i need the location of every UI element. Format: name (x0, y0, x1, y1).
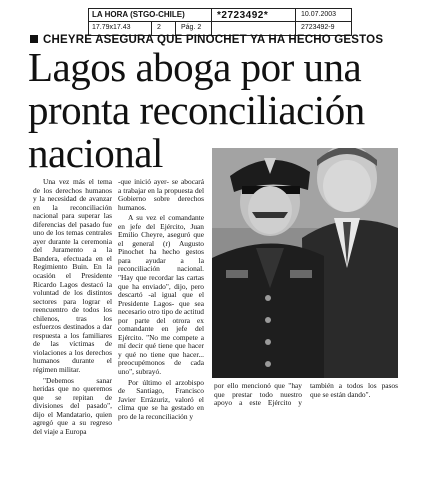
article-paragraph: por ello mencionó que "hay que prestar todo nuestro apoyo a este Ejército y también a todos los pasos que se están dando". (214, 381, 398, 408)
bullet-square-icon (30, 35, 38, 43)
clipping-header-divider (89, 21, 351, 22)
clipping-code: 2723492-9 (301, 24, 335, 31)
clipping-number: 2 (157, 24, 161, 31)
article-column-1 (33, 178, 112, 436)
clipping-header (88, 8, 352, 36)
clipping-header-divider (295, 9, 296, 35)
clipping-header-divider (151, 21, 152, 35)
article-photo (212, 148, 398, 378)
clipping-id: *2723492* (217, 10, 269, 21)
article-paragraph: A su vez el comandante en jefe del Ejército, Juan Emilio Cheyre, aseguró que el general (r) Augusto Pinochet ha hecho gestos para ayudar a la reconciliación nacional. "Hay que recordar las cartas que ha enviado", dijo, pero descartó -al igual que el Presidente Lagos- que sea necesario otro tipo de actitud por parte del otrora ex comandante en jefe del Ejército. "No me compete a mí decir qué tiene que hacer y qué no tiene que hacer... preocupémonos de cada uno", subrayó. (118, 213, 204, 377)
article-paragraph: -que inició ayer- se abocará a trabajar en la propuesta del Gobierno sobre derechos humanos. (118, 177, 204, 212)
article-column-3 (214, 382, 398, 408)
article-headline: Lagos aboga por una pronta reconciliación nacional (28, 44, 365, 176)
article-column-2 (118, 178, 204, 421)
article-paragraph: Por último el arzobispo de Santiago, Francisco Javier Errázuriz, valoró el clima que se ha gestado en pro de la reconciliación y (118, 377, 204, 421)
clipping-page: Pág. 2 (181, 24, 202, 31)
clipping-header-divider (175, 21, 176, 35)
clipping-header-divider (211, 9, 212, 35)
article-paragraph: Una vez más el tema de los derechos humanos y la necesidad de avanzar en la reconciliación nacional para superar las diferencias del pasado fue uno de los temas centrales ayer durante la ceremonia del Juramento a la Bandera, efectuada en el Regimiento Buin. En la ocasión el Presidente Ricardo Lagos destacó la voluntad de los distintos sectores para lograr el reencuentro de todos los chilenos, tras los esfuerzos destinados a dar respuesta a los familiares de las víctimas de violaciones a los derechos humanos durante el régimen militar. (33, 177, 112, 375)
clipping-dimensions: 17.79x17.43 (92, 24, 131, 31)
clipping-publication: LA HORA (STGO-CHILE) (92, 10, 185, 19)
article-paragraph: "Debemos sanar heridas que no queremos que se repitan de divisiones del pasado", dijo el Mandatario, quien agregó que a su regreso del viaje a Europa (33, 375, 112, 436)
photo-illustration (212, 148, 398, 378)
article-kicker-text: CHEYRE ASEGURA QUE PINOCHET YA HA HECHO GESTOS (43, 34, 384, 46)
clipping-date: 10.07.2003 (301, 11, 337, 18)
